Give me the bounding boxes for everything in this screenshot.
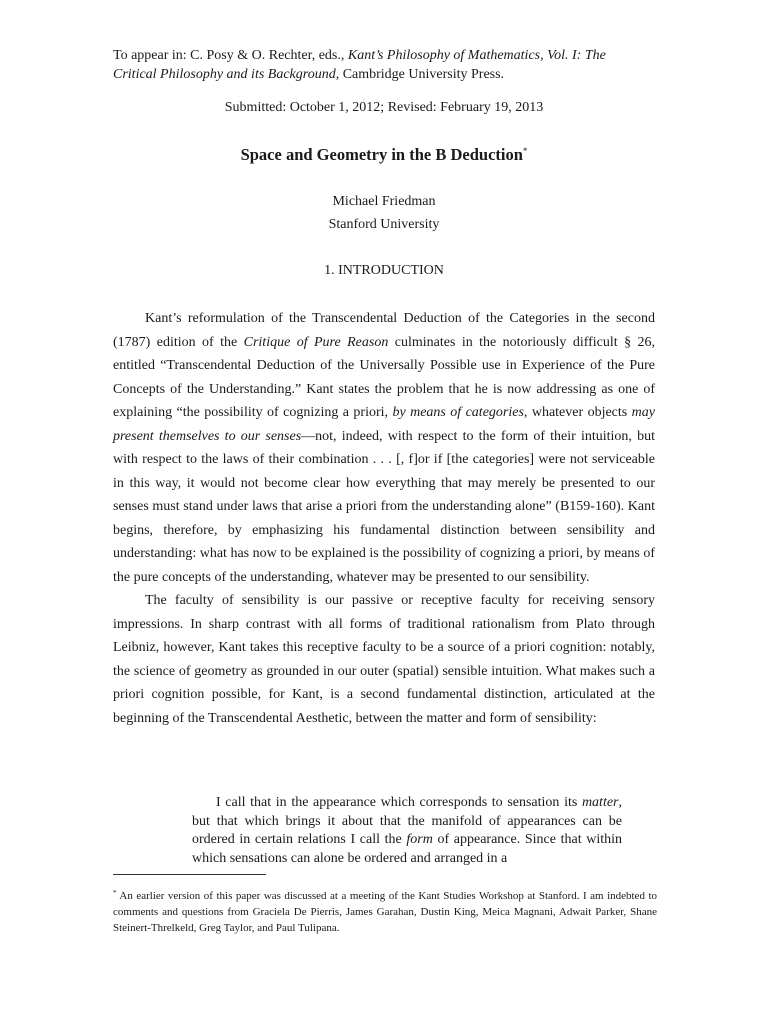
body-text: [113, 307, 655, 730]
paper-title: [0, 145, 768, 165]
section-heading: 1. INTRODUCTION: [324, 263, 444, 278]
footnote-divider: [113, 874, 266, 875]
paragraph-1-text-g: —not, indeed, with respect to the form of their intuition, but with respect to the laws of their combination . . . [, f]or if [the categories] were not serviceable in this way, it would not become clear how everything that may merely be presented to our senses must stand under laws that arise a priori from the understanding alone” (B159-160). Kant begins, therefore, by emphasizing his fundamental distinction between sensibility and understanding: what has now to be explained is the possibility of cognizing a priori, by means of the pure concepts of the understanding, whatever may be presented to our sensibility.: [113, 428, 655, 585]
block-quote: [192, 794, 622, 868]
quote-text-e: of appearance. Since that within which sensations can alone be ordered and arranged in a: [192, 832, 623, 866]
publication-note-prefix: To appear in: C. Posy & O. Rechter, eds.,: [113, 48, 348, 63]
footnote-mark: *: [113, 889, 117, 897]
quote-italic-matter: matter: [581, 795, 619, 810]
quote-text-a: I call that in the appearance which corresponds to sensation its: [216, 795, 582, 810]
publication-note: [113, 46, 673, 84]
quote-text-c: , but that which brings it about that the manifold of appearances can be ordered in certain relations I call the: [192, 795, 622, 847]
submission-dates: Submitted: October 1, 2012; Revised: February 19, 2013: [224, 100, 544, 115]
paragraph-1-italic-critique: Critique of Pure Reason: [243, 334, 389, 350]
author-affiliation: Stanford University: [328, 217, 440, 232]
quote-italic-form: form: [406, 832, 433, 847]
book-title: Kant’s Philosophy of Mathematics: [347, 48, 541, 63]
paragraph-1-italic-senses: may present themselves to our senses: [113, 405, 655, 444]
volume-subtitle: Critical Philosophy and its Background: [113, 67, 336, 82]
paragraph-1-text-e: , whatever objects: [523, 405, 632, 420]
paper-title-text: Space and Geometry in the B Deduction: [240, 145, 523, 164]
paragraph-2: The faculty of sensibility is our passive or receptive faculty for receiving sensory impressions. In sharp contrast with all forms of traditional rationalism from Plato through Leibniz, however, Kant takes this receptive faculty to be a source of a priori cognition: notably, the science of geometry as grounded in our outer (spatial) sensible intuition. What makes such a priori cognition possible, for Kant, is a second fundamental distinction, articulated at the beginning of the Transcendental Aesthetic, between the matter and form of sensibility:: [113, 593, 655, 726]
paragraph-1-text-c: culminates in the notoriously difficult § 26, entitled “Transcendental Deduction of the Universally Possible use in Experience of the Pure Concepts of the Understanding.” Kant states the problem that he is now addressing as one of explaining “the possibility of cognizing a priori,: [113, 334, 655, 420]
paragraph-1-text-a: Kant’s reformulation of the Transcendental Deduction of the Categories in the second (1787) edition of the: [113, 311, 655, 350]
paragraph-1: [113, 307, 655, 589]
footnote: [113, 885, 657, 936]
volume-label: , Vol. I: The: [540, 48, 606, 63]
paragraph-1-italic-categories: by means of categories: [392, 405, 524, 420]
title-footnote-mark: *: [522, 146, 528, 156]
author-name: Michael Friedman: [332, 194, 436, 209]
footnote-text: An earlier version of this paper was discussed at a meeting of the Kant Studies Workshop at Stanford. I am indebted to comments and questions from Graciela De Pierris, James Garahan, Dustin King, Meica Magnani, Adwait Parker, Shane Steinert-Threlkeld, Greg Taylor, and Paul Tulipana.: [113, 890, 657, 934]
publisher: , Cambridge University Press.: [335, 67, 505, 82]
